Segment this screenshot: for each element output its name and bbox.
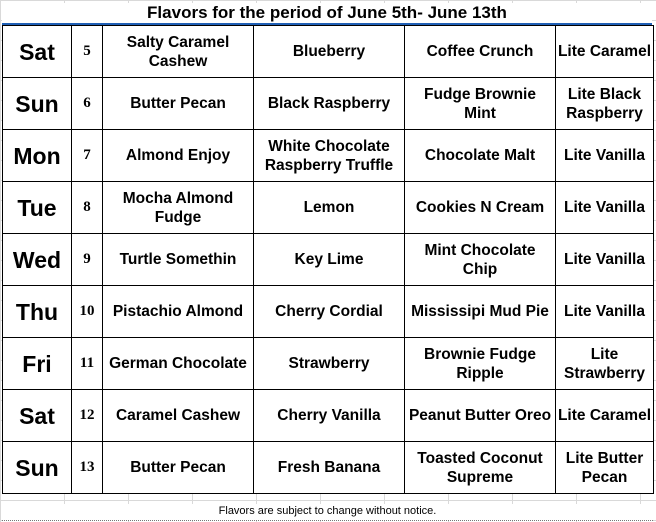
flavor-1-cell[interactable]: Caramel Cashew [103, 390, 254, 442]
flavor-3-cell[interactable]: Mint Chocolate Chip [405, 234, 556, 286]
day-cell[interactable]: Sat [3, 26, 72, 78]
flavor-3-cell[interactable]: Cookies N Cream [405, 182, 556, 234]
date-cell[interactable]: 8 [72, 182, 103, 234]
disclaimer-note[interactable]: Flavors are subject to change without notice. [2, 504, 653, 521]
date-cell[interactable]: 13 [72, 442, 103, 494]
flavor-2-cell[interactable]: Lemon [254, 182, 405, 234]
table-row [3, 442, 654, 494]
flavor-2-cell[interactable]: Cherry Vanilla [254, 390, 405, 442]
flavor-1-cell[interactable]: Salty Caramel Cashew [103, 26, 254, 78]
date-cell[interactable]: 11 [72, 338, 103, 390]
lite-flavor-cell[interactable]: Lite Butter Pecan [556, 442, 654, 494]
day-cell[interactable]: Sun [3, 442, 72, 494]
day-cell[interactable]: Thu [3, 286, 72, 338]
table-row [3, 286, 654, 338]
flavor-3-cell[interactable]: Fudge Brownie Mint [405, 78, 556, 130]
flavor-3-cell[interactable]: Peanut Butter Oreo [405, 390, 556, 442]
table-row [3, 78, 654, 130]
day-cell[interactable]: Sat [3, 390, 72, 442]
table-row [3, 26, 654, 78]
date-cell[interactable]: 7 [72, 130, 103, 182]
lite-flavor-cell[interactable]: Lite Black Raspberry [556, 78, 654, 130]
flavor-1-cell[interactable]: German Chocolate [103, 338, 254, 390]
flavor-3-cell[interactable]: Brownie Fudge Ripple [405, 338, 556, 390]
day-cell[interactable]: Sun [3, 78, 72, 130]
flavor-1-cell[interactable]: Mocha Almond Fudge [103, 182, 254, 234]
date-cell[interactable]: 10 [72, 286, 103, 338]
date-cell[interactable]: 9 [72, 234, 103, 286]
flavor-1-cell[interactable]: Almond Enjoy [103, 130, 254, 182]
flavor-3-cell[interactable]: Toasted Coconut Supreme [405, 442, 556, 494]
flavor-3-cell[interactable]: Coffee Crunch [405, 26, 556, 78]
flavor-2-cell[interactable]: Black Raspberry [254, 78, 405, 130]
flavor-2-cell[interactable]: Strawberry [254, 338, 405, 390]
table-row [3, 130, 654, 182]
day-cell[interactable]: Wed [3, 234, 72, 286]
flavor-2-cell[interactable]: Fresh Banana [254, 442, 405, 494]
table-row [3, 338, 654, 390]
day-cell[interactable]: Mon [3, 130, 72, 182]
page-title[interactable]: Flavors for the period of June 5th- June 13th [2, 3, 652, 25]
table-row [3, 182, 654, 234]
lite-flavor-cell[interactable]: Lite Vanilla [556, 130, 654, 182]
lite-flavor-cell[interactable]: Lite Caramel [556, 390, 654, 442]
lite-flavor-cell[interactable]: Lite Caramel [556, 26, 654, 78]
lite-flavor-cell[interactable]: Lite Vanilla [556, 182, 654, 234]
date-cell[interactable]: 12 [72, 390, 103, 442]
day-cell[interactable]: Fri [3, 338, 72, 390]
lite-flavor-cell[interactable]: Lite Strawberry [556, 338, 654, 390]
flavor-1-cell[interactable]: Pistachio Almond [103, 286, 254, 338]
table-row [3, 234, 654, 286]
day-cell[interactable]: Tue [3, 182, 72, 234]
flavor-2-cell[interactable]: Blueberry [254, 26, 405, 78]
lite-flavor-cell[interactable]: Lite Vanilla [556, 234, 654, 286]
flavor-2-cell[interactable]: Key Lime [254, 234, 405, 286]
lite-flavor-cell[interactable]: Lite Vanilla [556, 286, 654, 338]
flavor-1-cell[interactable]: Turtle Somethin [103, 234, 254, 286]
flavor-2-cell[interactable]: Cherry Cordial [254, 286, 405, 338]
flavor-3-cell[interactable]: Mississipi Mud Pie [405, 286, 556, 338]
date-cell[interactable]: 5 [72, 26, 103, 78]
table-row [3, 390, 654, 442]
flavor-3-cell[interactable]: Chocolate Malt [405, 130, 556, 182]
flavor-table-body [3, 26, 654, 494]
date-cell[interactable]: 6 [72, 78, 103, 130]
flavor-schedule-table [2, 25, 654, 494]
flavor-2-cell[interactable]: White Chocolate Raspberry Truffle [254, 130, 405, 182]
flavor-1-cell[interactable]: Butter Pecan [103, 442, 254, 494]
flavor-1-cell[interactable]: Butter Pecan [103, 78, 254, 130]
